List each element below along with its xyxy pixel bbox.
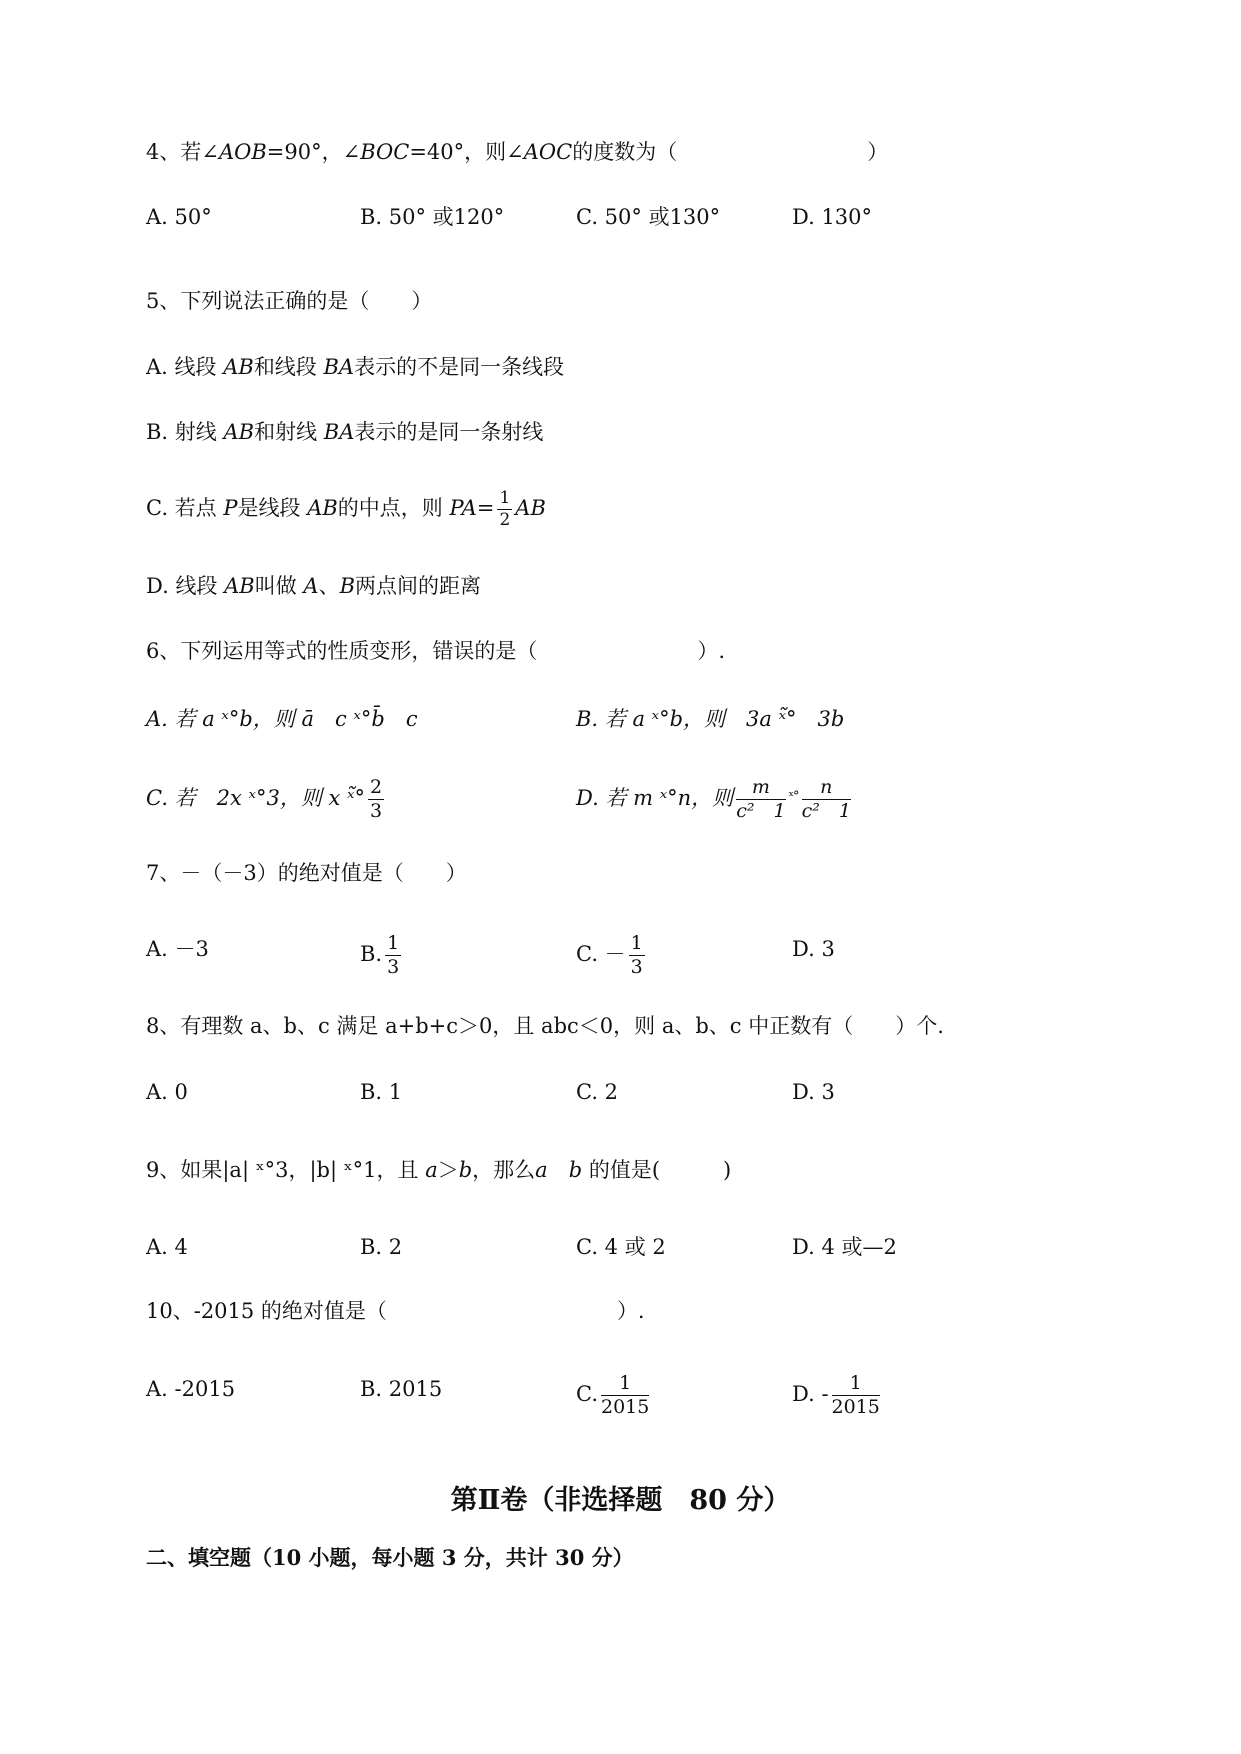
q5-text: A. 线段 bbox=[146, 355, 224, 379]
q5-text: 表示的是同一条射线 bbox=[354, 420, 544, 444]
q5-frac-den: 2 bbox=[499, 510, 511, 530]
question-4-stem bbox=[146, 137, 888, 167]
q6-option-a: A. 若 a ˣ°b，则 ā c ˣ°b̄ c bbox=[146, 707, 418, 731]
question-7-stem: 7、－（－3）的绝对值是（ ） bbox=[146, 861, 467, 885]
q5-option-b bbox=[146, 417, 543, 447]
q6-frac-num: 2 bbox=[370, 776, 383, 798]
q10-frac-num: 1 bbox=[601, 1374, 649, 1396]
q5-text: 表示的不是同一条线段 bbox=[354, 355, 565, 379]
q7-text: C. － bbox=[576, 942, 626, 966]
q7-frac-den: 3 bbox=[630, 956, 643, 978]
q9-var: b bbox=[458, 1158, 473, 1182]
q5-var: AB bbox=[515, 496, 546, 520]
q5-text: 和线段 bbox=[253, 355, 324, 379]
q6-frac-den: c² 1 bbox=[736, 800, 786, 822]
q5-var: AB bbox=[223, 420, 255, 444]
q6-option-d bbox=[576, 778, 854, 821]
q4-option-c: C. 50° 或130° bbox=[576, 205, 721, 229]
q10-frac-den: 2015 bbox=[831, 1396, 880, 1418]
q5-fraction bbox=[497, 490, 512, 529]
question-10-stem bbox=[146, 1296, 645, 1326]
q4-var: AOC bbox=[523, 140, 573, 164]
q10-option-c bbox=[576, 1374, 652, 1417]
q9-option-b: B. 2 bbox=[360, 1235, 403, 1259]
q4-option-b: B. 50° 或120° bbox=[360, 205, 505, 229]
q5-text: 叫做 bbox=[254, 574, 304, 598]
q9-text: 的值是( ) bbox=[588, 1158, 732, 1182]
q6-text: ˣ° bbox=[788, 789, 799, 804]
q5-option-a bbox=[146, 352, 564, 382]
q5-text: 、 bbox=[318, 574, 340, 598]
q6-frac-den: 3 bbox=[370, 800, 383, 822]
q5-option-d bbox=[146, 571, 481, 601]
q6-fraction bbox=[736, 778, 785, 821]
q10-text: 10、-2015 的绝对值是（ bbox=[146, 1299, 387, 1323]
q10-text: D. - bbox=[792, 1382, 829, 1406]
q4-text: =40°，则∠ bbox=[409, 140, 524, 164]
q8-option-d: D. 3 bbox=[792, 1080, 835, 1104]
q5-option-c bbox=[146, 490, 546, 529]
q5-var: B bbox=[339, 574, 356, 598]
q10-fraction bbox=[832, 1374, 880, 1417]
q4-option-d: D. 130° bbox=[792, 205, 873, 229]
q10-text: ）. bbox=[616, 1299, 645, 1323]
question-5-stem: 5、下列说法正确的是（ ） bbox=[146, 289, 433, 313]
q6-option-b: B. 若 a ˣ°b，则 3a ˣ̃° 3b bbox=[576, 707, 845, 731]
q4-text: =90°，∠ bbox=[266, 140, 361, 164]
question-6-stem bbox=[146, 636, 725, 666]
q5-var: A bbox=[303, 574, 319, 598]
subsection-title: 二、填空题（10 小题，每小题 3 分，共计 30 分） bbox=[146, 1545, 634, 1570]
q7-option-a: A. －3 bbox=[146, 937, 209, 961]
q9-var: a bbox=[535, 1158, 548, 1182]
q4-option-a: A. 50° bbox=[146, 205, 212, 229]
q9-var: a bbox=[425, 1158, 438, 1182]
q6-frac-den: c² 1 bbox=[801, 800, 851, 822]
section-title: 第Ⅱ卷（非选择题 80 分） bbox=[450, 1485, 791, 1516]
q10-frac-den: 2015 bbox=[601, 1396, 650, 1418]
q7-option-d: D. 3 bbox=[792, 937, 835, 961]
q6-text: D. 若 m ˣ°n，则 bbox=[576, 786, 734, 810]
q4-var: BOC bbox=[360, 140, 410, 164]
q7-option-b bbox=[360, 934, 404, 977]
q10-option-d bbox=[792, 1374, 883, 1417]
q4-text: ） bbox=[867, 140, 889, 164]
q10-fraction bbox=[601, 1374, 649, 1417]
q5-var: P bbox=[223, 496, 238, 520]
question-8-stem: 8、有理数 a、b、c 满足 a+b+c＞0，且 abc＜0，则 a、b、c 中正数有（ ）个. bbox=[146, 1014, 944, 1038]
q9-var: b bbox=[568, 1158, 583, 1182]
q5-var: AB bbox=[223, 355, 254, 379]
q5-var: AB bbox=[224, 574, 255, 598]
q5-text: = bbox=[476, 496, 495, 520]
q5-text: 两点间的距离 bbox=[355, 574, 482, 598]
q9-option-c: C. 4 或 2 bbox=[576, 1235, 666, 1259]
q7-fraction bbox=[629, 934, 645, 977]
q5-var: BA bbox=[323, 420, 355, 444]
q6-text: 6、下列运用等式的性质变形，错误的是（ bbox=[146, 639, 538, 663]
q7-text: B. bbox=[360, 942, 383, 966]
q5-text: B. 射线 bbox=[146, 420, 224, 444]
q10-option-b: B. 2015 bbox=[360, 1377, 443, 1401]
q6-frac-num: n bbox=[802, 778, 851, 800]
q7-frac-den: 3 bbox=[387, 956, 400, 978]
q4-var: AOB bbox=[218, 140, 267, 164]
q7-fraction bbox=[385, 934, 401, 977]
q5-text: C. 若点 bbox=[146, 496, 224, 520]
q5-frac-num: 1 bbox=[499, 488, 511, 508]
q4-text: 的度数为（ bbox=[572, 140, 678, 164]
q9-text: 9、如果|a| ˣ°3，|b| ˣ°1，且 bbox=[146, 1158, 419, 1182]
q8-option-c: C. 2 bbox=[576, 1080, 619, 1104]
q4-text: 4、若∠ bbox=[146, 140, 219, 164]
q6-option-c bbox=[146, 778, 387, 821]
q9-option-a: A. 4 bbox=[146, 1235, 188, 1259]
q8-option-a: A. 0 bbox=[146, 1080, 188, 1104]
q6-text: C. 若 2x ˣ°3，则 x ˣ̃° bbox=[146, 786, 366, 810]
q6-fraction bbox=[368, 778, 384, 821]
q7-frac-num: 1 bbox=[387, 932, 400, 954]
q5-var: PA bbox=[449, 496, 477, 520]
q9-text: ，那么 bbox=[472, 1158, 536, 1182]
q10-frac-num: 1 bbox=[832, 1374, 880, 1396]
q5-text: D. 线段 bbox=[146, 574, 225, 598]
q8-option-b: B. 1 bbox=[360, 1080, 403, 1104]
q6-text: ）. bbox=[697, 639, 726, 663]
question-9-stem bbox=[146, 1155, 731, 1185]
q5-var: BA bbox=[323, 355, 355, 379]
q6-fraction bbox=[802, 778, 851, 821]
q5-var: AB bbox=[307, 496, 338, 520]
q7-frac-num: 1 bbox=[630, 932, 643, 954]
q10-text: C. bbox=[576, 1382, 598, 1406]
q6-frac-num: m bbox=[736, 778, 785, 800]
q10-option-a: A. -2015 bbox=[146, 1377, 236, 1401]
q9-text: ＞ bbox=[437, 1158, 459, 1182]
q5-text: 的中点，则 bbox=[337, 496, 450, 520]
q9-option-d: D. 4 或—2 bbox=[792, 1235, 897, 1259]
q7-option-c bbox=[576, 934, 648, 977]
q5-text: 和射线 bbox=[254, 420, 324, 444]
q5-text: 是线段 bbox=[237, 496, 308, 520]
